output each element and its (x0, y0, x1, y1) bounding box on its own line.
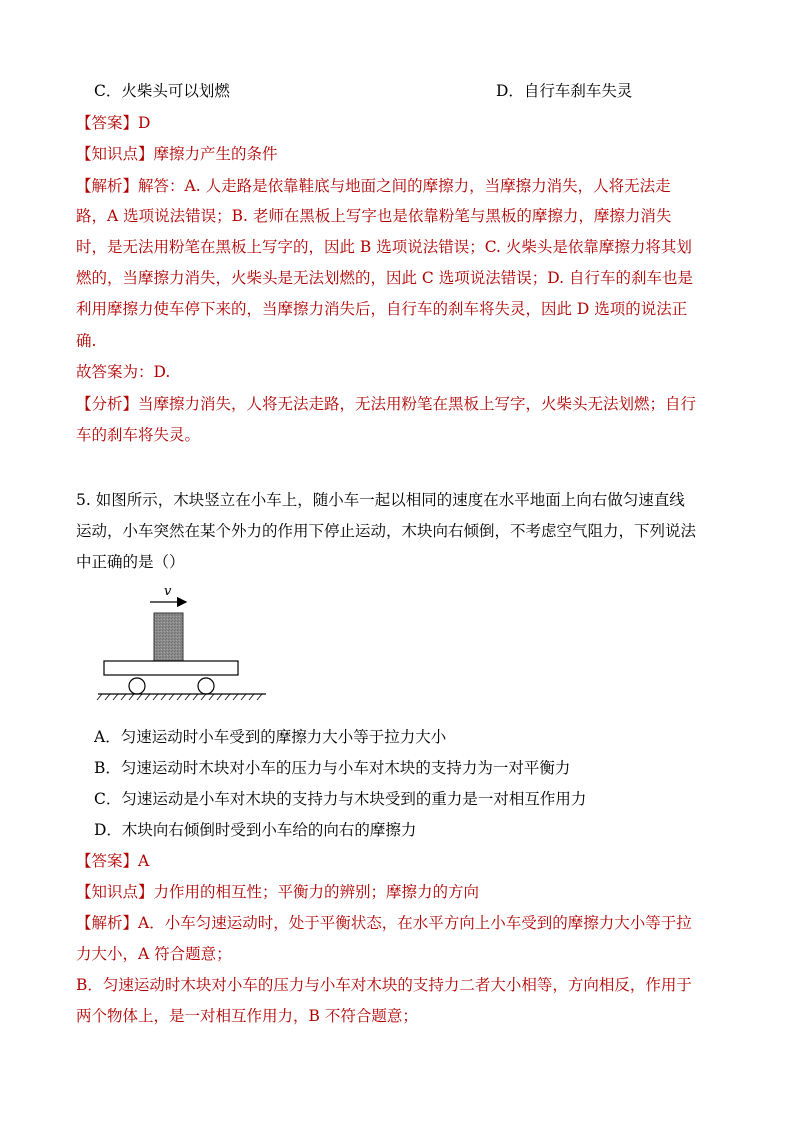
analysis-tag: 【解析】 (76, 177, 139, 195)
analysis-line: 路，A 选项说法错误；B. 老师在黑板上写字也是依靠粉笔与黑板的摩擦力，摩擦力消失 (76, 207, 672, 225)
analysis-line: 燃的，当摩擦力消失，火柴头是无法划燃的，因此 C 选项说法错误；D. 自行车的刹车也是 (76, 269, 693, 287)
analysis-line: 时，是无法用粉笔在黑板上写字的，因此 B 选项说法错误；C. 火柴头是依靠摩擦力将其划 (76, 238, 692, 256)
fenxi-line: 【分析】当摩擦力消失，人将无法走路，无法用粉笔在黑板上写字，火柴头无法划燃；自行 (76, 395, 697, 413)
answer-row (76, 851, 718, 871)
fenxi-tag: 【分析】 (76, 395, 139, 413)
analysis-line: 确. (76, 332, 97, 350)
analysis-line: 两个物体上，是一对相互作用力，B 不符合题意； (76, 1007, 418, 1025)
analysis-line: 【解析】A．小车匀速运动时，处于平衡状态，在水平方向上小车受到的摩擦力大小等于拉 (76, 914, 692, 932)
analysis-line: 力大小，A 符合题意； (76, 945, 232, 963)
fenxi-line: 车的刹车将失灵。 (76, 426, 201, 444)
velocity-label: v (164, 584, 172, 599)
cart-block-figure (96, 582, 272, 702)
answer-value: D (138, 114, 151, 132)
knowledge-point-text: 力作用的相互性；平衡力的辨别；摩擦力的方向 (153, 883, 480, 901)
question-stem-line: 中正确的是（） (76, 553, 185, 571)
option-c: C．火柴头可以划燃 (94, 82, 230, 100)
answer-value: A (138, 852, 150, 870)
option-d: D．木块向右倾倒时受到小车给的向右的摩擦力 (94, 821, 417, 839)
option-b: B．匀速运动时木块对小车的压力与小车对木块的支持力为一对平衡力 (94, 759, 571, 777)
option-c: C．匀速运动是小车对木块的支持力与木块受到的重力是一对相互作用力 (94, 790, 587, 808)
analysis-line: 利用摩擦力使车停下来的，当摩擦力消失后，自行车的刹车将失灵，因此 D 选项的说法正 (76, 300, 688, 318)
ground-hatching (97, 694, 262, 700)
wooden-block (154, 613, 183, 661)
knowledge-point-tag: 【知识点】 (76, 883, 154, 901)
question-stem-line: 运动，小车突然在某个外力的作用下停止运动，木块向右倾倒，不考虑空气阻力，下列说法 (76, 522, 697, 540)
knowledge-point-row (76, 882, 718, 902)
knowledge-point-text: 摩擦力产生的条件 (153, 145, 278, 163)
cart-body (104, 661, 238, 675)
option-d: D．自行车刹车失灵 (496, 82, 633, 100)
question-stem-line: 5. 如图所示，木块竖立在小车上，随小车一起以相同的速度在水平地面上向右做匀速直线 (76, 491, 685, 509)
answer-tag: 【答案】 (76, 114, 139, 132)
knowledge-point-row (76, 144, 718, 164)
conclusion: 故答案为：D. (76, 363, 171, 381)
answer-tag: 【答案】 (76, 852, 139, 870)
analysis-tag: 【解析】 (76, 914, 139, 932)
option-row-cd (94, 81, 736, 101)
knowledge-point-tag: 【知识点】 (76, 145, 154, 163)
option-a: A．匀速运动时小车受到的摩擦力大小等于拉力大小 (94, 728, 447, 746)
cart-wheel-left (129, 678, 145, 694)
analysis-line: B．匀速运动时木块对小车的压力与小车对木块的支持力二者大小相等，方向相反，作用于 (76, 976, 692, 994)
answer-row (76, 113, 718, 133)
analysis-line: 【解析】解答：A. 人走路是依靠鞋底与地面之间的摩擦力，当摩擦力消失，人将无法走 (76, 177, 671, 195)
cart-wheel-right (198, 678, 214, 694)
